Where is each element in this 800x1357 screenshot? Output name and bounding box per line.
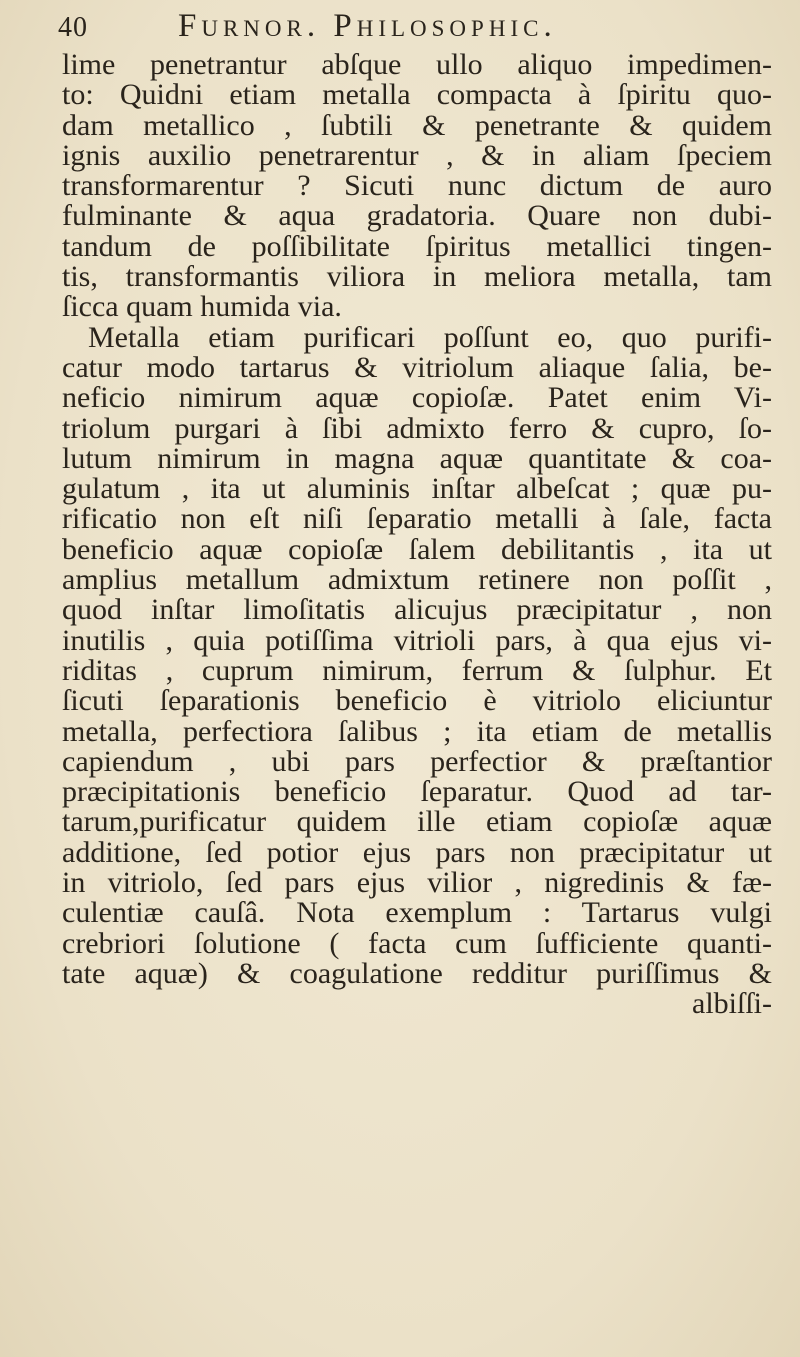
text-line: to: Quidni etiam metalla compacta à ſpiritu quo-: [62, 78, 772, 112]
text-line: tis, transformantis viliora in meliora metalla, tam: [62, 260, 772, 294]
text-line: additione, ſed potior ejus pars non præcipitatur ut: [62, 835, 772, 869]
text-line: ignis auxilio penetrarentur , & in aliam ſpeciem: [62, 138, 772, 172]
catchword: albiſſi-: [692, 987, 772, 1021]
text-line: gulatum , ita ut aluminis inſtar albeſcat ; quæ pu-: [62, 472, 772, 506]
text-line: ſicca quam humida via.: [62, 290, 342, 324]
text-line: ſicuti ſeparationis beneficio è vitriolo eliciuntur: [62, 684, 772, 718]
text-line: in vitriolo, ſed pars ejus vilior , nigredinis & fæ-: [62, 866, 772, 900]
text-line: neficio nimirum aquæ copioſæ. Patet enim Vi-: [62, 381, 772, 415]
running-title: Furnor. Philosophic.: [178, 8, 557, 44]
text-line: amplius metallum admixtum retinere non poſſit ,: [62, 563, 772, 597]
text-line: præcipitationis beneficio ſeparatur. Quod ad tar-: [62, 775, 772, 809]
text-line: crebriori ſolutione ( facta cum ſufficiente quanti-: [62, 926, 772, 960]
text-line: tarum,purificatur quidem ille etiam copioſæ aquæ: [62, 805, 772, 839]
text-line: fulminante & aqua gradatoria. Quare non dubi-: [62, 199, 772, 233]
text-line: Metalla etiam purificari poſſunt eo, quo purifi-: [88, 320, 772, 354]
text-line: capiendum , ubi pars perfectior & præſtantior: [62, 744, 772, 778]
text-line: metalla, perfectiora ſalibus ; ita etiam de metallis: [62, 714, 772, 748]
text-line: culentiæ cauſâ. Nota exemplum : Tartarus vulgi: [62, 896, 772, 930]
text-line: triolum purgari à ſibi admixto ferro & cupro, ſo-: [62, 411, 772, 445]
text-line: transformarentur ? Sicuti nunc dictum de auro: [62, 169, 772, 203]
text-line: lutum nimirum in magna aquæ quantitate & coa-: [62, 441, 772, 475]
text-line: catur modo tartarus & vitriolum aliaque ſalia, be-: [62, 350, 772, 384]
text-line: riditas , cuprum nimirum, ferrum & ſulphur. Et: [62, 653, 772, 687]
text-line: rificatio non eſt niſi ſeparatio metalli à ſale, facta: [62, 502, 772, 536]
text-line: quod inſtar limoſitatis alicujus præcipitatur , non: [62, 593, 772, 627]
text-line: tandum de poſſibilitate ſpiritus metallici tingen-: [62, 229, 772, 263]
text-line: beneficio aquæ copioſæ ſalem debilitantis , ita ut: [62, 532, 772, 566]
text-line: inutilis , quia potiſſima vitrioli pars, à qua ejus vi-: [62, 623, 772, 657]
page-number: 40: [58, 12, 88, 43]
running-head: [58, 6, 760, 52]
body-text: [62, 50, 772, 1020]
text-line: tate aquæ) & coagulatione redditur puriſſimus &: [62, 956, 772, 990]
text-line: lime penetrantur abſque ullo aliquo impedimen-: [62, 48, 772, 81]
text-line: dam metallico , ſubtili & penetrante & quidem: [62, 108, 772, 142]
